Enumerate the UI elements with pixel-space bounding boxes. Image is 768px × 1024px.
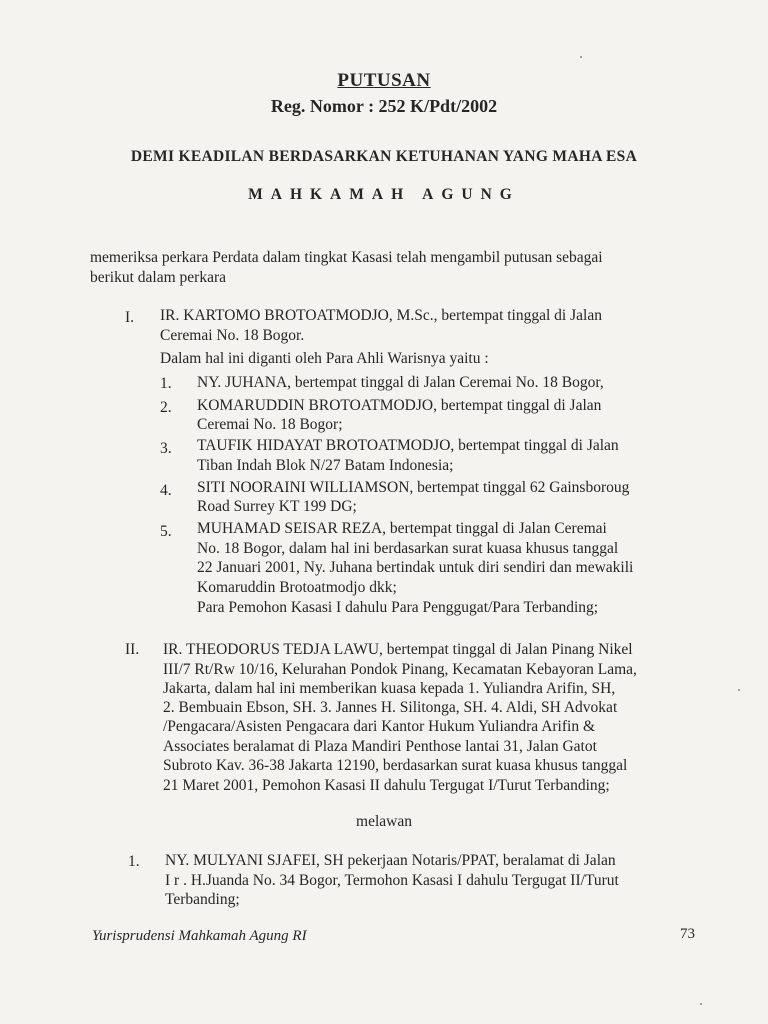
intro-line: memeriksa perkara Perdata dalam tingkat Kasasi telah mengambil putusan sebagai (90, 249, 603, 266)
heir-line: KOMARUDDIN BROTOATMODJO, bertempat tinggal di Jalan (197, 397, 602, 414)
heir-number: 2. (160, 399, 172, 416)
party-closing: Para Pemohon Kasasi I dahulu Para Penggugat/Para Terbanding; (197, 599, 599, 616)
party-line: Jakarta, dalam hal ini memberikan kuasa kepada 1. Yuliandra Arifin, SH, (163, 680, 616, 697)
page-number: 73 (680, 926, 695, 942)
respondent-line: Terbanding; (165, 891, 240, 908)
intro-line: berikut dalam perkara (90, 269, 226, 286)
scan-speck (580, 56, 582, 58)
heir-line: NY. JUHANA, bertempat tinggal di Jalan Ceremai No. 18 Bogor, (197, 374, 604, 391)
footer-publication: Yurisprudensi Mahkamah Agung RI (92, 928, 307, 944)
scan-speck (738, 689, 740, 691)
party-line: Subroto Kav. 36-38 Jakarta 12190, berdasarkan surat kuasa khusus tanggal (163, 757, 628, 774)
heir-line: TAUFIK HIDAYAT BROTOATMODJO, bertempat tinggal di Jalan (197, 437, 619, 454)
heir-line: Ceremai No. 18 Bogor; (197, 416, 343, 433)
party-line: III/7 Rt/Rw 10/16, Kelurahan Pondok Pinang, Kecamatan Kebayoran Lama, (163, 661, 637, 678)
party-line: Ceremai No. 18 Bogor. (160, 327, 305, 344)
heirs-intro: Dalam hal ini diganti oleh Para Ahli Warisnya yaitu : (160, 350, 489, 367)
heir-line: 22 Januari 2001, Ny. Juhana bertindak untuk diri sendiri dan mewakili (197, 559, 634, 576)
registration-number: Reg. Nomor : 252 K/Pdt/2002 (270, 96, 498, 116)
versus-label: melawan (356, 813, 412, 830)
party-number: II. (125, 641, 140, 658)
heir-number: 5. (160, 523, 172, 540)
party-line: /Pengacara/Asisten Pengacara dari Kantor Hukum Yuliandra Arifin & (163, 718, 596, 735)
heir-number: 3. (160, 440, 172, 457)
heir-number: 1. (160, 375, 172, 392)
party-line: IR. THEODORUS TEDJA LAWU, bertempat tinggal di Jalan Pinang Nikel (163, 641, 633, 658)
heir-line: MUHAMAD SEISAR REZA, bertempat tinggal di Jalan Ceremai (197, 520, 607, 537)
heir-line: Komaruddin Brotoatmodjo dkk; (197, 579, 397, 596)
respondent-line: I r . H.Juanda No. 34 Bogor, Termohon Kasasi I dahulu Tergugat II/Turut (165, 872, 619, 889)
justice-heading: DEMI KEADILAN BERDASARKAN KETUHANAN YANG MAHA ESA (130, 148, 638, 165)
document-title: PUTUSAN (337, 70, 431, 91)
respondent-line: NY. MULYANI SJAFEI, SH pekerjaan Notaris/PPAT, beralamat di Jalan (165, 852, 616, 869)
respondent-number: 1. (128, 853, 140, 870)
party-line: 21 Maret 2001, Pemohon Kasasi II dahulu Tergugat I/Turut Terbanding; (163, 777, 610, 794)
heir-number: 4. (160, 482, 172, 499)
heir-line: Road Surrey KT 199 DG; (197, 498, 357, 515)
party-line: 2. Bembuain Ebson, SH. 3. Jannes H. Silitonga, SH. 4. Aldi, SH Advokat (163, 699, 618, 716)
scan-speck (700, 1003, 702, 1005)
heir-line: Tiban Indah Blok N/27 Batam Indonesia; (197, 457, 454, 474)
court-name: MAHKAMAH AGUNG (248, 186, 520, 203)
heir-line: No. 18 Bogor, dalam hal ini berdasarkan surat kuasa khusus tanggal (197, 540, 619, 557)
party-number: I. (125, 309, 135, 326)
heir-line: SITI NOORAINI WILLIAMSON, bertempat tinggal 62 Gainsboroug (197, 479, 630, 496)
party-line: IR. KARTOMO BROTOATMODJO, M.Sc., bertempat tinggal di Jalan (160, 307, 602, 324)
party-line: Associates beralamat di Plaza Mandiri Penthose lantai 31, Jalan Gatot (163, 738, 597, 755)
